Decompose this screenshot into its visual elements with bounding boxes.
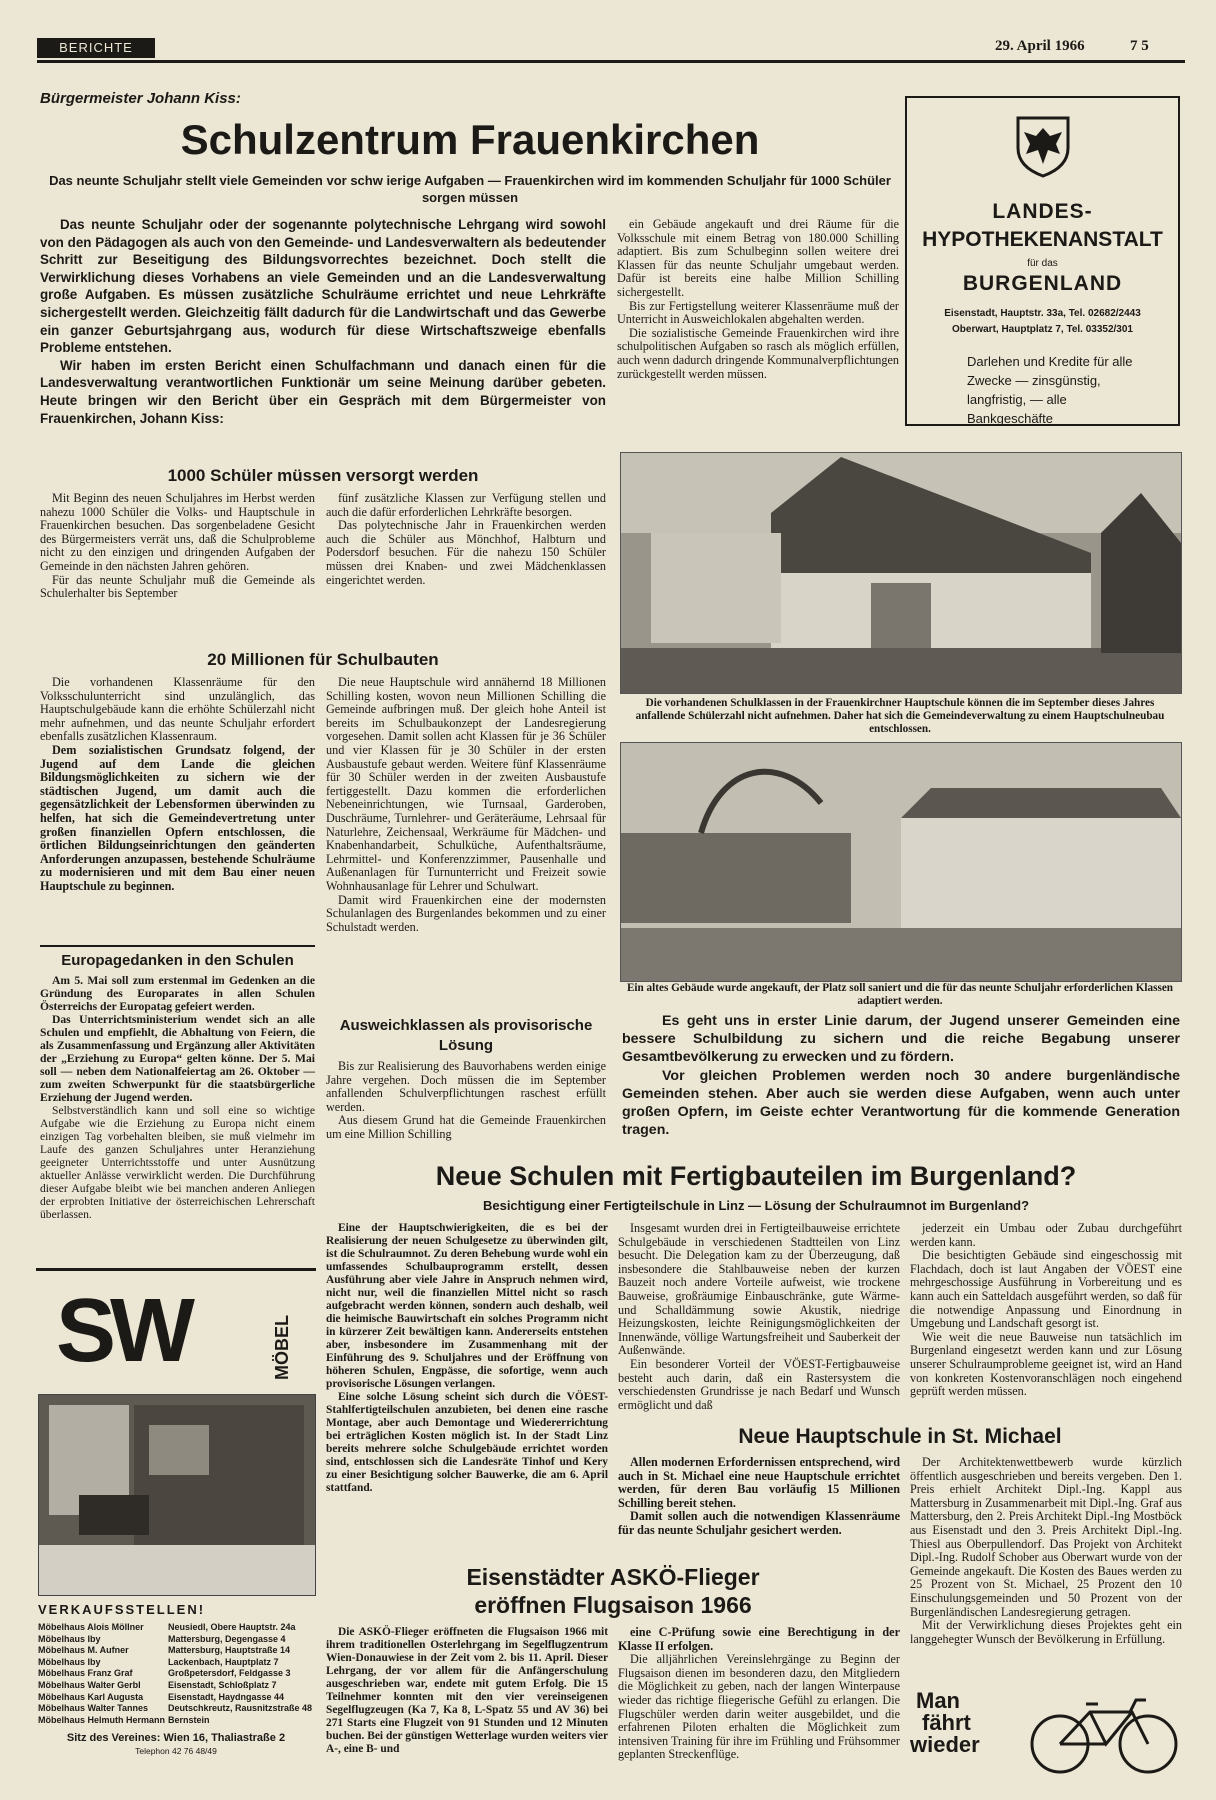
section1-heading: 1000 Schüler müssen versorgt werden (167, 466, 479, 485)
section-label: BERICHTE (37, 38, 155, 58)
bank-name-line1: LANDES- (992, 200, 1093, 223)
paragraph: Eine solche Lösung scheint sich durch die VÖEST-Stahlfertigteilschulen anzubieten, bei denen eine rasche Montage, aber auch Demontage und Wiedererrichtung bei erträglichen Kosten möglich ist. In der Stadt Linz bereits mehrere solche Schulgebäude errichtet worden sind, entschlossen sich die Landesräte Tinhof und Kery zu einer Besichtigung solcher Bauwerke, die am 6. April stattfand. (326, 1391, 608, 1494)
shop-row: Möbelhaus M. Aufner Mattersburg, Hauptstraße 14 (38, 1645, 291, 1656)
paragraph: Die besichtigten Gebäude sind eingeschossig mit Flachdach, doch ist laut Angaben der VÖEST eine mehrgeschossige Ausführung in Vorbereitung und es kann auch ein Satteldach ausgeführt werden, so daß für die notwendige Anpassung und Einordnung in Umgebung und Landschaft gesorgt ist. (910, 1248, 1182, 1331)
paragraph: Insgesamt wurden drei in Fertigteilbauweise errichtete Schulgebäude in verschiedenen Stadtteilen von Linz besucht. Die Delegation kam zu der Überzeugung, daß insbesondere die Stahlbauweise neben der kurzen Bauzeit noch andere Vorteile aufweist, wie trockene Bauweise, großräumige Einbauschränke, gute Wärme- und Schalldämmung sowie Akustik, niedrige Heizungskosten, leichte Reinigungsmöglichkeiten der Innenwände, völlige Wartungsfreiheit und Sauberkeit der Außenwände. (618, 1221, 900, 1358)
photo2-caption: Ein altes Gebäude wurde angekauft, der Platz soll saniert und die für das neunte Schuljahr erforderlichen Klassen adaptiert werden. (626, 982, 1174, 1007)
europa-body (40, 974, 315, 1221)
photo-old-building (620, 742, 1182, 982)
paragraph: Allen modernen Erfordernissen entsprechend, wird auch in St. Michael eine neue Hauptschule errichtet werden, für deren Bau vorläufig 15 Millionen Schilling bereit stehen. (618, 1455, 900, 1510)
fertig-col3 (910, 1222, 1182, 1399)
michael-title: Neue Hauptschule in St. Michael (738, 1425, 1062, 1448)
michael-col2 (910, 1456, 1182, 1646)
paragraph: Die sozialistische Gemeinde Frauenkirchen wird ihre schulpolitischen Aufgaben so rasch als möglich erfüllen, auch wenn dadurch dringende Kommunalverpflichtungen zurückgestellt werden müssen. (617, 325, 899, 381)
article-title: Schulzentrum Frauenkirchen (180, 116, 760, 163)
sw-moebel-advertisement (36, 1276, 316, 1758)
bank-slogan: Darlehen und Kredite für alle Zwecke — zinsgünstig, langfristig, — alle Bankgeschäfte (967, 354, 1133, 426)
paragraph: Die vorhandenen Klassenräume für den Volksschulunterricht sind unzulänglich, das Hauptschulgebäude kann die erhöhte Schülerzahl nicht mehr aufnehmen, und das neunte Schuljahr erfordert ebenfalls zusätzlichen Klassenraum. (40, 675, 315, 744)
paragraph: Ein besonderer Vorteil der VÖEST-Fertigbauweise besteht auch darin, daß ein Rastersystem die verschiedensten Grundrisse je nach Bedarf und Wunsch ermöglicht und daß (618, 1356, 900, 1412)
paragraph: Am 5. Mai soll zum erstenmal im Gedenken an die Gründung des Europarates in allen Schulen Österreichs der Europatag gefeiert werden. (40, 974, 315, 1013)
bank-region: BURGENLAND (962, 272, 1123, 295)
pull-quote (622, 1012, 1180, 1139)
bank-fuer: für das (1027, 258, 1058, 269)
shop-row: Möbelhaus Alois Möllner Neusiedl, Obere Hauptstr. 24a (38, 1622, 296, 1632)
shop-row: Möbelhaus Helmuth Hermann Bernstein (38, 1714, 210, 1725)
paragraph: Bis zur Realisierung des Bauvorhabens werden einige Jahre vergehen. Doch müssen die im September anfallenden Schulverpflichtungen raschest erfüllt werden. (326, 1059, 606, 1114)
fertig-col2 (618, 1222, 900, 1412)
section1-col1 (40, 492, 315, 601)
paragraph: Aus diesem Grund hat die Gemeinde Frauenkirchen um eine Million Schilling (326, 1113, 606, 1141)
shop-row: Möbelhaus Karl Augusta Eisenstadt, Haydngasse 44 (38, 1691, 285, 1702)
bike-ad-line2: fährt (922, 1710, 971, 1735)
europa-heading: Europagedanken in den Schulen (61, 952, 294, 969)
sw-footer-1: Sitz des Vereines: Wien 16, Thaliastraße 2 (66, 1732, 286, 1744)
paragraph: Für das neunte Schuljahr muß die Gemeinde als Schulerhalter bis September (40, 572, 315, 601)
bank-name-line2: HYPOTHEKENANSTALT (922, 228, 1163, 251)
paragraph: ein Gebäude angekauft und drei Räume für die Volksschule mit einem Betrag von 180.000 Schilling adaptiert. Bis zum Schulbeginn sollen weitere drei Klassen für das neunte Schuljahr umgebaut werden. Dafür ist bereits eine halbe Million Schilling sichergestellt. (617, 217, 899, 299)
askoe-col1 (326, 1626, 608, 1756)
divider (36, 1268, 316, 1271)
section2-col1 (40, 676, 315, 894)
paragraph: Mit Beginn des neuen Schuljahres im Herbst werden nahezu 1000 Schüler die Volks- und Hauptschule in Frauenkirchen besuchen. Das sorgenbeladene Gesicht des Bürgermeisters verrät uns, daß die Schulprobleme nicht zu den einzigen und dringenden Aufgaben der Gemeinde in den nächsten Jahren gehören. (40, 491, 315, 573)
bike-ad-line3: wieder (910, 1732, 980, 1757)
sw-footer-2: Telephon 42 76 48/49 (135, 1746, 217, 1756)
paragraph: Eine der Hauptschwierigkeiten, die es bei der Realisierung der neuen Schulgesetze zu überwinden gilt, ist die Schulraumnot. Zu deren Behebung wurde wohl ein umfassendes Schulbauprogramm erstellt, dessen Ausführung aber viele Jahre in Anspruch nehmen wird, nicht nur, weil die finanziellen Mittel nicht so rasch aufgebracht werden können, sondern auch deshalb, weil die heimische Bauwirtschaft ein solches Programm nicht in kürzerer Zeit bewältigen kann. Andererseits entstehen aber, insbesondere im Zusammenhang mit der Einführung des 9. Schuljahres und der Eröffnung von höheren Schulen, Engpässe, die sofortige, wenn auch provisorische Lösungen verlangen. (326, 1222, 608, 1390)
paragraph: Die ASKÖ-Flieger eröffneten die Flugsaison 1966 mit ihrem traditionellen Osterlehrgang im Segelflugzentrum Wien-Donauwiese in der Zeit vom 2. bis 11. April. Dieser Lehrgang, der vor allem für die Anfängerschulung ausgeschrieben war, endete mit gutem Erfolg. Die 15 Teilnehmer konnten mit den vier vereinseigenen Segelflugzeugen (Ka 7, Ka 8, L-Spatz 55 und AV 36) bei 271 Starts eine Flugzeit von 91 Stunden und 12 Minuten buchen. Bei der günstigen Wetterlage wurden weiters vier A-, eine B- und (326, 1626, 608, 1755)
header-rule (37, 60, 1185, 63)
paragraph: Wie weit die neue Bauweise nun tatsächlich im Burgenland eingesetzt werden kann und zur Lösung unserer Schulraumprobleme geeignet ist, wird an Hand von konkreten Kostenvoranschlägen noch eingehend geprüft werden müssen. (910, 1329, 1182, 1399)
shop-row: Möbelhaus Franz Graf Großpetersdorf, Feldgasse 3 (38, 1668, 291, 1679)
askoe-title-2: eröffnen Flugsaison 1966 (474, 1592, 752, 1618)
paragraph: eine C-Prüfung sowie eine Berechtigung in der Klasse II erfolgen. (618, 1625, 900, 1653)
fertig-subtitle: Besichtigung einer Fertigteilschule in Linz — Lösung der Schulraumnot im Burgenland? (482, 1198, 1030, 1213)
paragraph: fünf zusätzliche Klassen zur Verfügung stellen und auch die dafür erforderlichen Lehrkräfte besorgen. (326, 491, 606, 519)
coat-of-arms-icon (1014, 114, 1072, 178)
paragraph: Damit wird Frauenkirchen eine der modernsten Schulanlagen des Burgenlandes bekommen und zu einer Schulstadt werden. (326, 892, 606, 934)
paragraph: Die neue Hauptschule wird annähernd 18 Millionen Schilling kosten, wovon neun Millionen Schilling die Gemeinde aufbringen muß. Der gleich hohe Anteil ist bereits im Schulbaukonzept der Landesregierung vorgesehen. Damit sollen acht Klassen für je 36 Schüler und vier Klassen für je 30 Schüler in der ersten Ausbaustufe gebaut werden. Weitere fünf Klassenräume für 30 Schüler werden in der zweiten Ausbaustufe fertiggestellt. Dazu kommen die erforderlichen Nebeneinrichtungen, wie Turnsaal, Garderoben, Duschräume, Turnlehrer- und Geräteräume, Lehrsaal für Naturlehre, Zeichensaal, Werkräume für Mädchen- und Knabenhandarbeit, Schulküche, Aufenthaltsräume, Lehrmittel- und Konferenzzimmer, Pausenhalle und Außenanlagen für Turnunterricht und Freizeit sowie Wohnhausanlage für Lehrer und Schulwart. (326, 675, 606, 893)
quote-paragraph: Vor gleichen Problemen werden noch 30 andere burgenländische Gemeinden stehen. Aber auch sie werden diese Aufgaben, wenn auch unter großen Opfern, im Geiste echter Verantwortung für die kommende Generation tragen. (622, 1067, 1180, 1139)
shops-list (38, 1622, 316, 1726)
page-number: 7 5 (1130, 38, 1149, 54)
shop-row: Möbelhaus Walter Gerbl Eisenstadt, Schloßplatz 7 (38, 1679, 277, 1690)
shops-heading: VERKAUFSSTELLEN! (38, 1602, 206, 1617)
shop-row: Möbelhaus Iby Lackenbach, Hauptplatz 7 (38, 1656, 279, 1667)
divider (40, 945, 315, 947)
fertig-title: Neue Schulen mit Fertigbauteilen im Burgenland? (435, 1161, 1077, 1191)
paragraph: Damit sollen auch die notwendigen Klassenräume für das neunte Schuljahr gesichert werden. (618, 1509, 900, 1537)
paragraph: Dem sozialistischen Grundsatz folgend, der Jugend auf dem Lande die gleichen Bildungsmöglichkeiten zu sichern wie der städtischen Jugend, um damit auch die gegensätzlichkeit der Lebensformen überwinden zu helfen, hat sich die Gemeindevertretung unter großen finanziellen Opfern entschlossen, die örtlichen Bildungseinrichtungen den geänderten Anforderungen anzupassen, bestehende Schulräume zu modernisieren und mit dem Bau einer neuen Hauptschule zu beginnen. (40, 742, 315, 893)
bank-advertisement (905, 96, 1180, 426)
section1-col2 (326, 492, 606, 587)
paragraph: Das polytechnische Jahr in Frauenkirchen werden auch die Schüler aus Mönchhof, Halbturn und Podersdorf besuchen. Für die nahezu 150 Schüler müssen drei Knaben- und zwei Mädchenklassen eingerichtet werden. (326, 518, 606, 587)
article-intro (40, 216, 606, 427)
paragraph: jederzeit ein Umbau oder Zubau durchgeführt werden kann. (910, 1221, 1182, 1249)
section3-heading: Ausweichklassen als provisorische Lösung (339, 1017, 593, 1054)
paragraph: Bis zur Fertigstellung weiterer Klassenräume muß der Unterricht in Ausweichlokalen abgehalten werden. (617, 298, 899, 327)
askoe-col2 (618, 1626, 900, 1762)
article-kicker: Bürgermeister Johann Kiss: (40, 90, 241, 107)
sw-logo: SW (56, 1281, 189, 1381)
paragraph: Selbstverständlich kann und soll eine so wichtige Aufgabe wie die Erziehung zu Europa nicht einem einzigen Tag vorbehalten bleiben, sie muß vielmehr im Laufe des ganzen Schuljahres unter Heranziehung geeigneter Unterrichtsstoffe und unter Ausnützung aktueller Anlässe verwirklicht werden. Die Durchführung dieser Aufgabe bleibt wie bei manchen anderen Anliegen der erprobten Initiative der österreichischen Lehrerschaft überlassen. (40, 1104, 315, 1221)
section3-col2 (326, 1060, 606, 1142)
paragraph: Mit der Verwirklichung dieses Projektes geht ein langgehegter Wunsch der Bevölkerung in Erfüllung. (910, 1618, 1182, 1646)
bike-ad-line1: Man (916, 1688, 960, 1713)
bank-address-2: Oberwart, Hauptplatz 7, Tel. 03352/301 (952, 324, 1133, 335)
shop-row: Möbelhaus Iby Mattersburg, Degengasse 4 (38, 1633, 286, 1644)
photo-school-building (620, 452, 1182, 694)
furniture-photo (38, 1394, 316, 1596)
michael-col1 (618, 1456, 900, 1538)
bicycle-advertisement (910, 1690, 1182, 1780)
intro-right-column (617, 218, 899, 381)
section2-heading: 20 Millionen für Schulbauten (207, 650, 439, 669)
fertig-col1 (326, 1222, 608, 1495)
intro-paragraph: Wir haben im ersten Bericht einen Schulfachmann und danach einen für die Landesverwaltung verantwortlichen Funktionär um seine Meinung darüber gebeten. Heute bringen wir den Bericht über ein Gespräch mit dem Bürgermeister von Frauenkirchen, Johann Kiss: (40, 357, 606, 426)
photo1-caption: Die vorhandenen Schulklassen in der Frauenkirchner Hauptschule können die im September dieses Jahres anfallende Schülerzahl nicht aufnehmen. Daher hat sich die Gemeindeverwaltung zu einem Hauptschulneubau entschlossen. (635, 697, 1165, 735)
intro-paragraph: Das neunte Schuljahr oder der sogenannte polytechnische Lehrgang wird sowohl von den Pädagogen als auch von den Gemeinde- und Landesverwaltern als bedeutender Schritt zur Beseitigung des Bildungsvorrechtes bezeichnet. Doch stellt die Verwirklichung dieses Vorhabens an viele Gemeinden und an die Landesverwaltung große Aufgaben. Es müssen zusätzliche Schulräume errichtet und neue Lehrkräfte sichergestellt werden. Gleichzeitig fällt dadurch für die Landwirtschaft und das Gewerbe ein ganzer Geburtsjahrgang aus, wodurch für diese Wirtschaftszweige ebenfalls Probleme entstehen. (40, 217, 606, 356)
paragraph: Die alljährlichen Vereinslehrgänge zu Beginn der Flugsaison dienen im besonderen dazu, den Mitgliedern die Möglichkeit zu geben, nach der langen Winterpause wieder das richtige fliegerische Gefühl zu erlangen. Die Flugschüler werden darin weiter ausgebildet, und die erfahrenen Piloten erhalten die Möglichkeit zum intensiven Training für ihre im Frühling und Frühsommer geplanten Streckenflüge. (618, 1652, 900, 1762)
paragraph: Der Architektenwettbewerb wurde kürzlich öffentlich ausgeschrieben und bereits vergeben. Den 1. Preis erhielt Architekt Dipl.-Ing. Kappl aus Mattersburg in Zusammenarbeit mit Dipl.-Ing. Graf aus Mattersburg, den 2. Preis Architekt Dipl.-Ing Mostböck aus Eisenstadt und den 3. Preis Architekt Dipl.-Ing. Thiesl aus Oberpullendorf. Das Projekt von Architekt Dipl.-Ing. Rudolf Schober aus Oberwart wurde von der Gemeinde angekauft. Die Kosten des Baues werden zu 25 Prozent von St. Michael, 25 Prozent den 10 Einschulungsgemeinden und 50 Prozent von der Burgenländischen Landesregierung getragen. (910, 1455, 1182, 1619)
issue-date: 29. April 1966 (995, 38, 1085, 54)
bicycle-icon (1026, 1694, 1182, 1778)
shop-row: Möbelhaus Walter Tannes Deutschkreutz, Rausnitzstraße 48 (38, 1703, 313, 1714)
quote-paragraph: Es geht uns in erster Linie darum, der Jugend unserer Gemeinden eine bessere Schulbildung zu sichern und die reiche Begabung unserer Gesamtbevölkerung zu erwecken und zu fördern. (622, 1013, 1180, 1066)
paragraph: Das Unterrichtsministerium wendet sich an alle Schulen und empfiehlt, die Abhaltung von Feiern, die als Zusammenfassung und Ergänzung aller Aktivitäten der „Erziehung zu Europa“ gelten könne. Der 5. Mai soll — neben dem Nationalfeiertag am 26. Oktober — zum zweiten Schwerpunkt für die staatsbürgerliche Erziehung der Jugend werden. (40, 1013, 315, 1104)
section2-col2 (326, 676, 606, 934)
sw-brand: MÖBEL (272, 1315, 292, 1380)
article-subtitle: Das neunte Schuljahr stellt viele Gemeinden vor schw ierige Aufgaben — Frauenkirchen wird im kommenden Schuljahr für 1000 Schüler sorgen müssen (49, 173, 891, 205)
askoe-title-1: Eisenstädter ASKÖ-Flieger (466, 1564, 760, 1590)
bank-address-1: Eisenstadt, Hauptstr. 33a, Tel. 02682/2443 (944, 308, 1141, 319)
